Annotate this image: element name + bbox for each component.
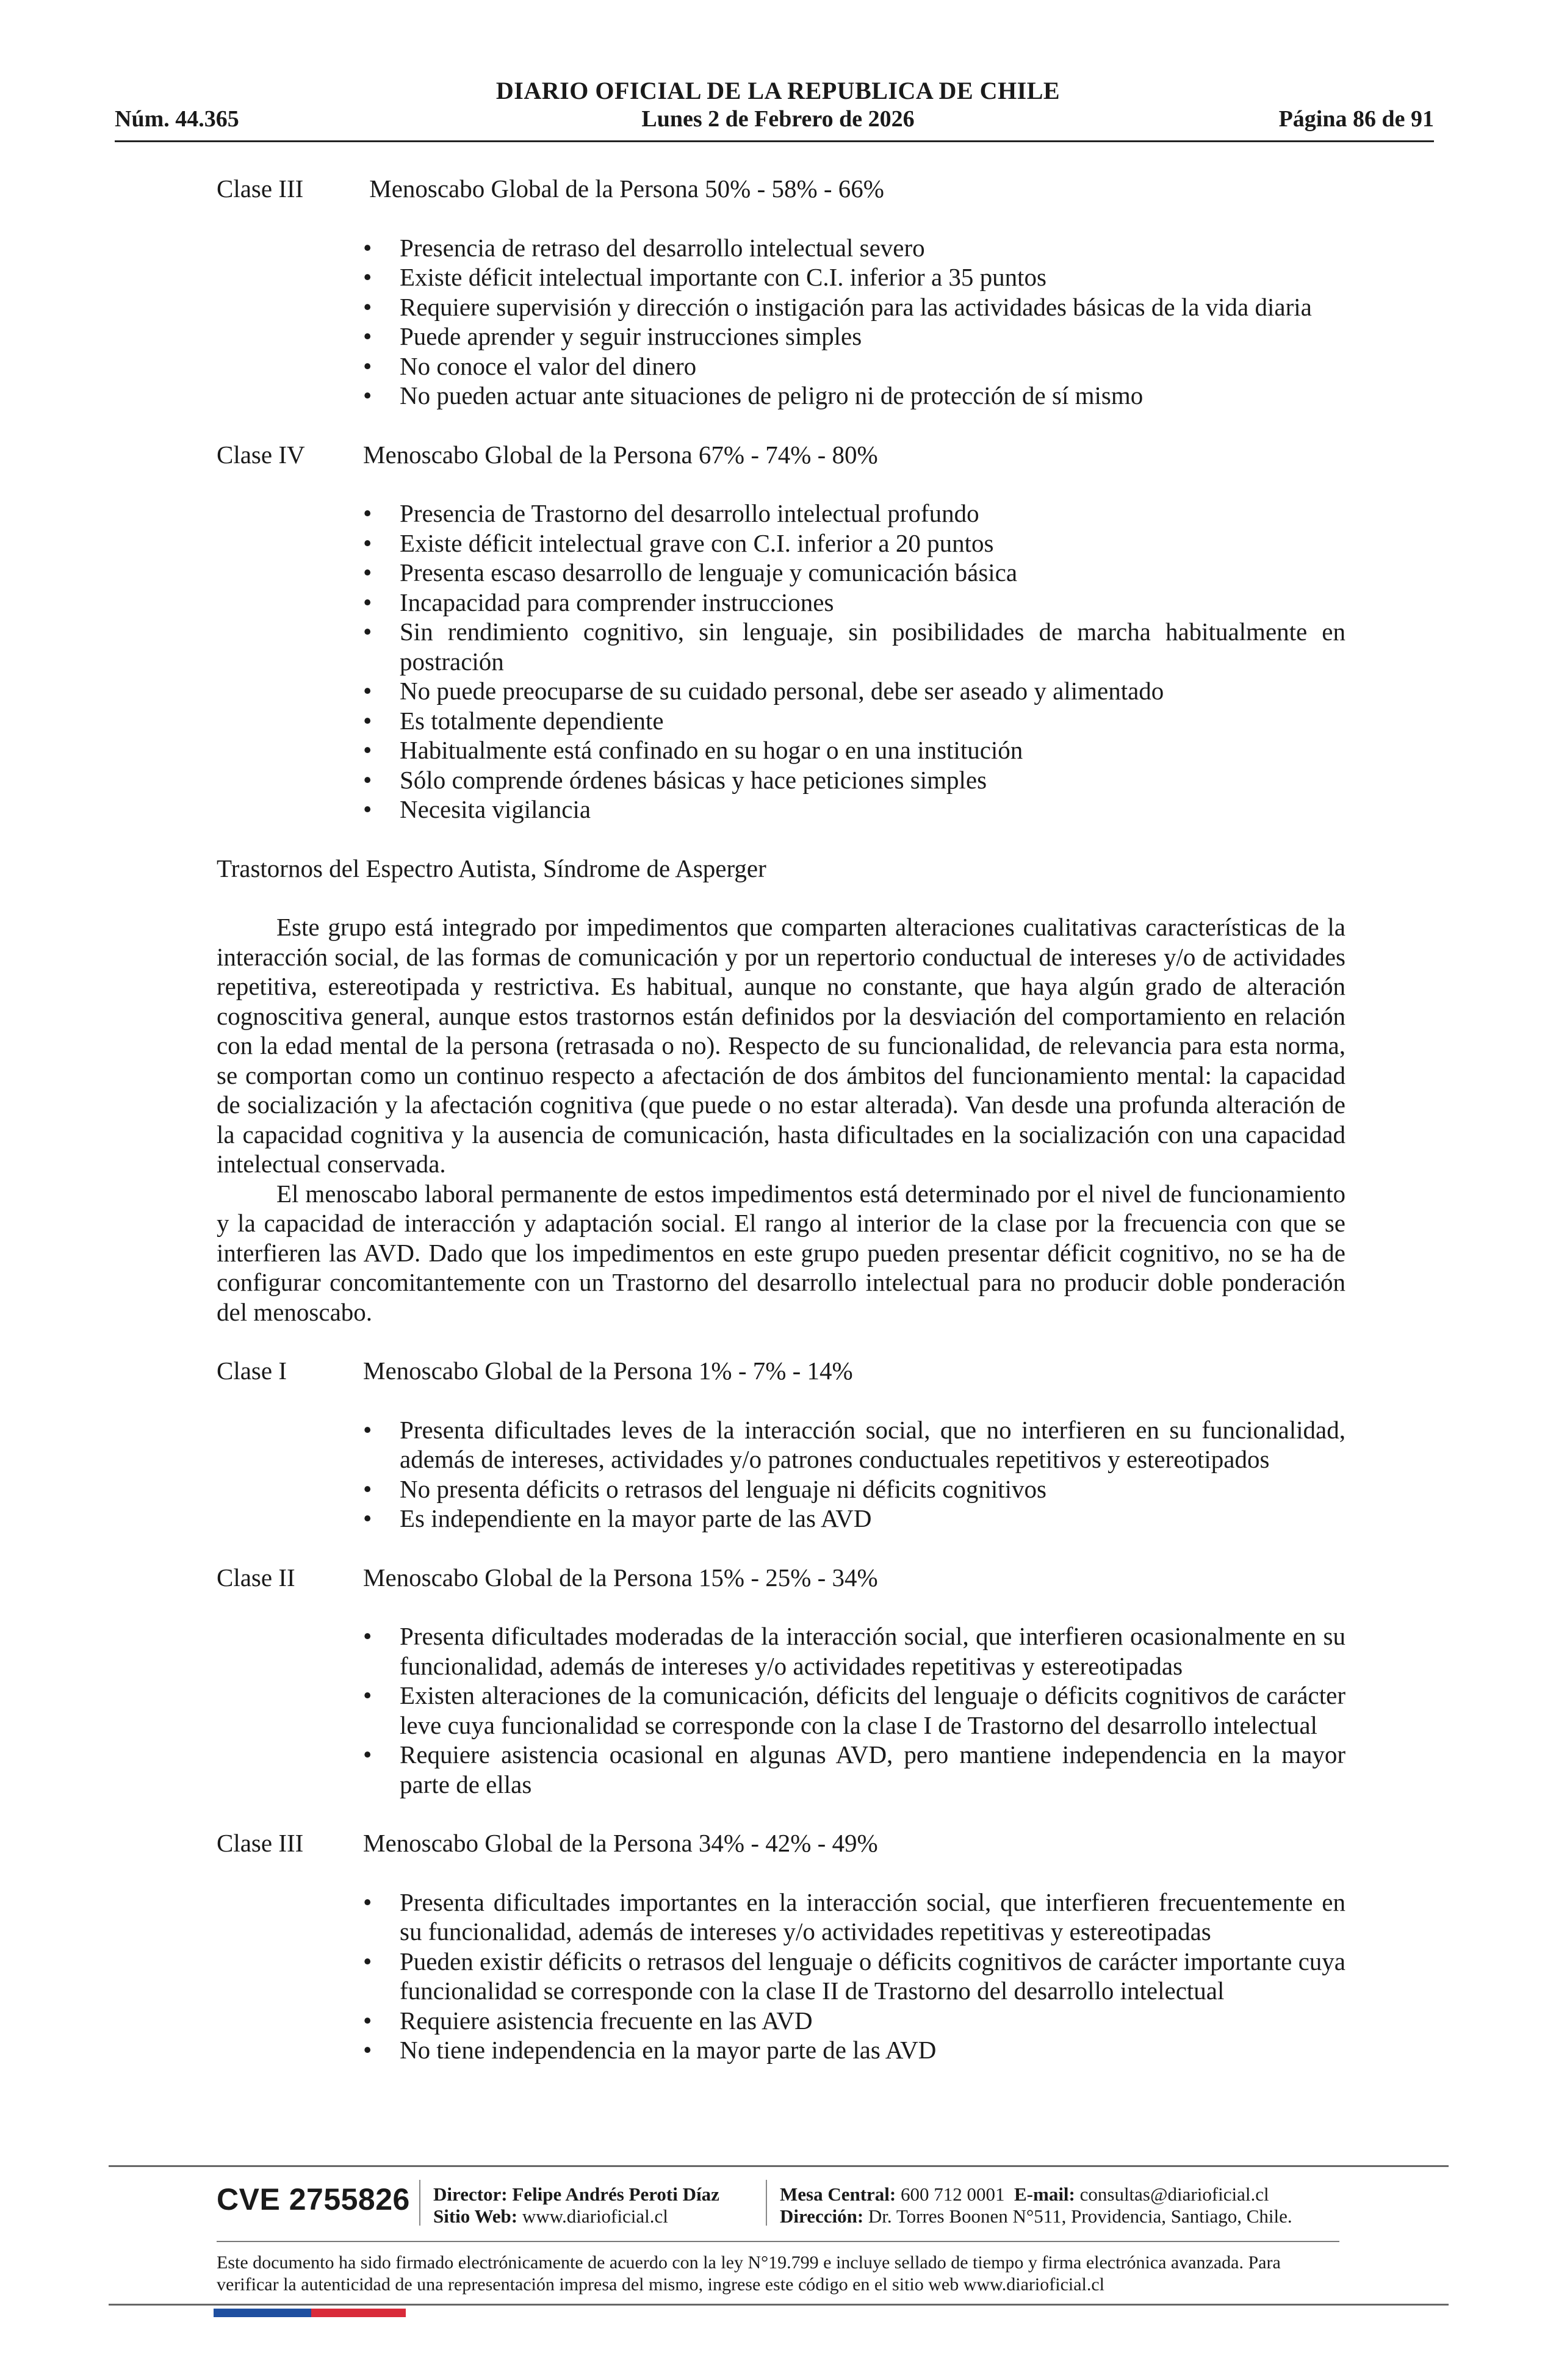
- list-item: • Requiere supervisión y dirección o instigación para las actividades básicas de la vida diaria: [363, 292, 1345, 322]
- footer-separator: [766, 2180, 767, 2226]
- list-item: • Pueden existir déficits o retrasos del lenguaje o déficits cognitivos de carácter importante cuya funcionalidad se corresponde con la clase II de Trastorno del desarrollo intelectual: [363, 1947, 1345, 2006]
- list-item: • No tiene independencia en la mayor parte de las AVD: [363, 2035, 1345, 2065]
- header-divider: [115, 140, 1434, 142]
- bullet-list: [217, 233, 1345, 411]
- class-label: Clase I: [217, 1357, 287, 1385]
- list-item: • Presenta dificultades moderadas de la interacción social, que interfieren ocasionalmente en su funcionalidad, además de intereses y/o actividades repetitivas y estereotipadas: [363, 1621, 1345, 1681]
- list-item: • No presenta déficits o retrasos del lenguaje ni déficits cognitivos: [363, 1474, 1345, 1504]
- class-label: Clase III: [217, 1829, 304, 1857]
- bullet-list: [217, 1415, 1345, 1534]
- class-label: Clase III: [217, 175, 304, 203]
- list-item: • Puede aprender y seguir instrucciones simples: [363, 322, 1345, 352]
- block-spacer: [217, 883, 1345, 912]
- block-spacer: [217, 1534, 1345, 1563]
- address-label: Dirección:: [780, 2205, 864, 2227]
- director-label: Director:: [433, 2183, 508, 2205]
- list-item: • Existen alteraciones de la comunicación, déficits del lenguaje o déficits cognitivos de carácter leve cuya funcionalidad se corresponde con la clase I de Trastorno del desarrollo intelectual: [363, 1681, 1345, 1740]
- class-section: [217, 1563, 1345, 1800]
- block-spacer: [217, 1799, 1345, 1828]
- section-title: Trastornos del Espectro Autista, Síndrome de Asperger: [217, 854, 766, 882]
- address-value: Dr. Torres Boonen N°511, Providencia, Santiago, Chile.: [868, 2205, 1292, 2227]
- email-label: E-mail:: [1014, 2183, 1075, 2205]
- class-heading: [217, 1356, 1345, 1386]
- website-link[interactable]: www.diarioficial.cl: [522, 2205, 668, 2227]
- list-item: • No conoce el valor del dinero: [363, 352, 1345, 381]
- class-description: Menoscabo Global de la Persona 50% - 58% - 66%: [363, 175, 884, 203]
- footer-divider-bottom: [109, 2304, 1449, 2306]
- list-item: • Existe déficit intelectual grave con C.I. inferior a 20 puntos: [363, 528, 1345, 558]
- class-description: Menoscabo Global de la Persona 67% - 74% - 80%: [363, 440, 878, 469]
- paragraph: El menoscabo laboral permanente de estos impedimentos está determinado por el nivel de funcionamiento y la capacidad de interacción y adaptación social. El rango al interior de la clase por la frecuencia con que se interfieren las AVD. Dado que los impedimentos en este grupo pueden presentar déficit cognitivo, no se ha de configurar concomitantemente con un Trastorno del desarrollo intelectual para no producir doble ponderación del menoscabo.: [217, 1179, 1345, 1326]
- document-body: [217, 174, 1345, 2065]
- class-section: [217, 1356, 1345, 1534]
- phone-value: 600 712 0001: [901, 2183, 1005, 2205]
- footer-contact-block: [780, 2183, 1292, 2227]
- class-label: Clase IV: [217, 440, 305, 469]
- list-item: • Presenta dificultades leves de la interacción social, que no interfieren en su funcionalidad, además de intereses, actividades y/o patrones conductuales repetitivos y estereotipados: [363, 1415, 1345, 1474]
- website-label: Sitio Web:: [433, 2205, 518, 2227]
- class-heading: [217, 440, 1345, 470]
- footer-divider-top: [109, 2165, 1449, 2167]
- class-heading: [217, 1563, 1345, 1593]
- paragraph: Este grupo está integrado por impedimentos que comparten alteraciones cualitativas características de la interacción social, de las formas de comunicación y por un repertorio conductual de intereses y/o de actividades repetitiva, estereotipada y restrictiva. Es habitual, aunque no constante, que haya algún grado de alteración cognoscitiva general, aunque estos trastornos están definidos por la desviación del comportamiento en relación con la edad mental de la persona (retrasada o no). Respecto de su funcionalidad, de relevancia para esta norma, se comportan como un continuo respecto a afectación de dos ámbitos del funcionamiento mental: la capacidad de socialización y la afectación cognitiva (que puede o no estar alterada). Van desde una profunda alteración de la capacidad cognitiva y la ausencia de comunicación, hasta dificultades en la socialización con una capacidad intelectual conservada.: [217, 913, 1345, 1178]
- issue-number: Núm. 44.365: [115, 106, 239, 132]
- list-item: • Presenta escaso desarrollo de lenguaje y comunicación básica: [363, 558, 1345, 588]
- page-number: Página 86 de 91: [1278, 106, 1434, 132]
- list-item: • Requiere asistencia ocasional en algunas AVD, pero mantiene independencia en la mayor parte de ellas: [363, 1740, 1345, 1799]
- class-description: Menoscabo Global de la Persona 1% - 7% - 14%: [363, 1357, 853, 1385]
- cve-code: CVE 2755826: [217, 2182, 410, 2216]
- email-link[interactable]: consultas@diarioficial.cl: [1079, 2183, 1269, 2205]
- bullet-list: [217, 1621, 1345, 1799]
- phone-label: Mesa Central:: [780, 2183, 896, 2205]
- list-item: • Incapacidad para comprender instrucciones: [363, 588, 1345, 618]
- class-label: Clase II: [217, 1563, 295, 1592]
- flag-stripe-blue: [214, 2309, 311, 2317]
- class-section: [217, 440, 1345, 824]
- section-paragraphs: [217, 912, 1345, 1327]
- list-item: • No puede preocuparse de su cuidado personal, debe ser aseado y alimentado: [363, 676, 1345, 706]
- list-item: • Sólo comprende órdenes básicas y hace peticiones simples: [363, 765, 1345, 795]
- list-item: • No pueden actuar ante situaciones de peligro ni de protección de sí mismo: [363, 381, 1345, 411]
- list-item: • Presencia de retraso del desarrollo intelectual severo: [363, 233, 1345, 263]
- class-section: [217, 1828, 1345, 2065]
- list-item: • Presencia de Trastorno del desarrollo intelectual profundo: [363, 499, 1345, 528]
- list-item: • Necesita vigilancia: [363, 795, 1345, 824]
- publication-title: DIARIO OFICIAL DE LA REPUBLICA DE CHILE: [495, 77, 1061, 104]
- class-heading: [217, 1828, 1345, 1858]
- block-spacer: [217, 411, 1345, 440]
- footer-director-block: [433, 2183, 719, 2227]
- director-name: Felipe Andrés Peroti Díaz: [512, 2183, 719, 2205]
- list-item: • Requiere asistencia frecuente en las AVD: [363, 2006, 1345, 2036]
- list-item: • Es totalmente dependiente: [363, 706, 1345, 736]
- signature-note: Este documento ha sido firmado electrónicamente de acuerdo con la ley N°19.799 e incluye sellado de tiempo y firma electrónica avanzada. Para verificar la autenticidad de una representación impresa del mismo, ingrese este código en el sitio web www.diarioficial.cl: [217, 2252, 1281, 2295]
- list-item: • Existe déficit intelectual importante con C.I. inferior a 35 puntos: [363, 262, 1345, 292]
- list-item: • Presenta dificultades importantes en la interacción social, que interfieren frecuentemente en su funcionalidad, además de intereses y/o actividades repetitivas y estereotipadas: [363, 1888, 1345, 1947]
- class-section: [217, 174, 1345, 411]
- bullet-list: [217, 1888, 1345, 2065]
- class-heading: [217, 174, 1345, 204]
- list-item: • Es independiente en la mayor parte de las AVD: [363, 1504, 1345, 1534]
- bullet-list: [217, 499, 1345, 824]
- list-item: • Habitualmente está confinado en su hogar o en una institución: [363, 735, 1345, 765]
- footer-divider-mid: [217, 2241, 1339, 2242]
- list-item: • Sin rendimiento cognitivo, sin lenguaje, sin posibilidades de marcha habitualmente en postración: [363, 617, 1345, 676]
- issue-date: Lunes 2 de Febrero de 2026: [641, 106, 915, 132]
- block-spacer: [217, 1327, 1345, 1356]
- class-description: Menoscabo Global de la Persona 34% - 42% - 49%: [363, 1829, 878, 1857]
- flag-stripe-red: [311, 2309, 406, 2317]
- footer-separator: [419, 2180, 420, 2226]
- class-description: Menoscabo Global de la Persona 15% - 25% - 34%: [363, 1563, 878, 1592]
- block-spacer: [217, 824, 1345, 854]
